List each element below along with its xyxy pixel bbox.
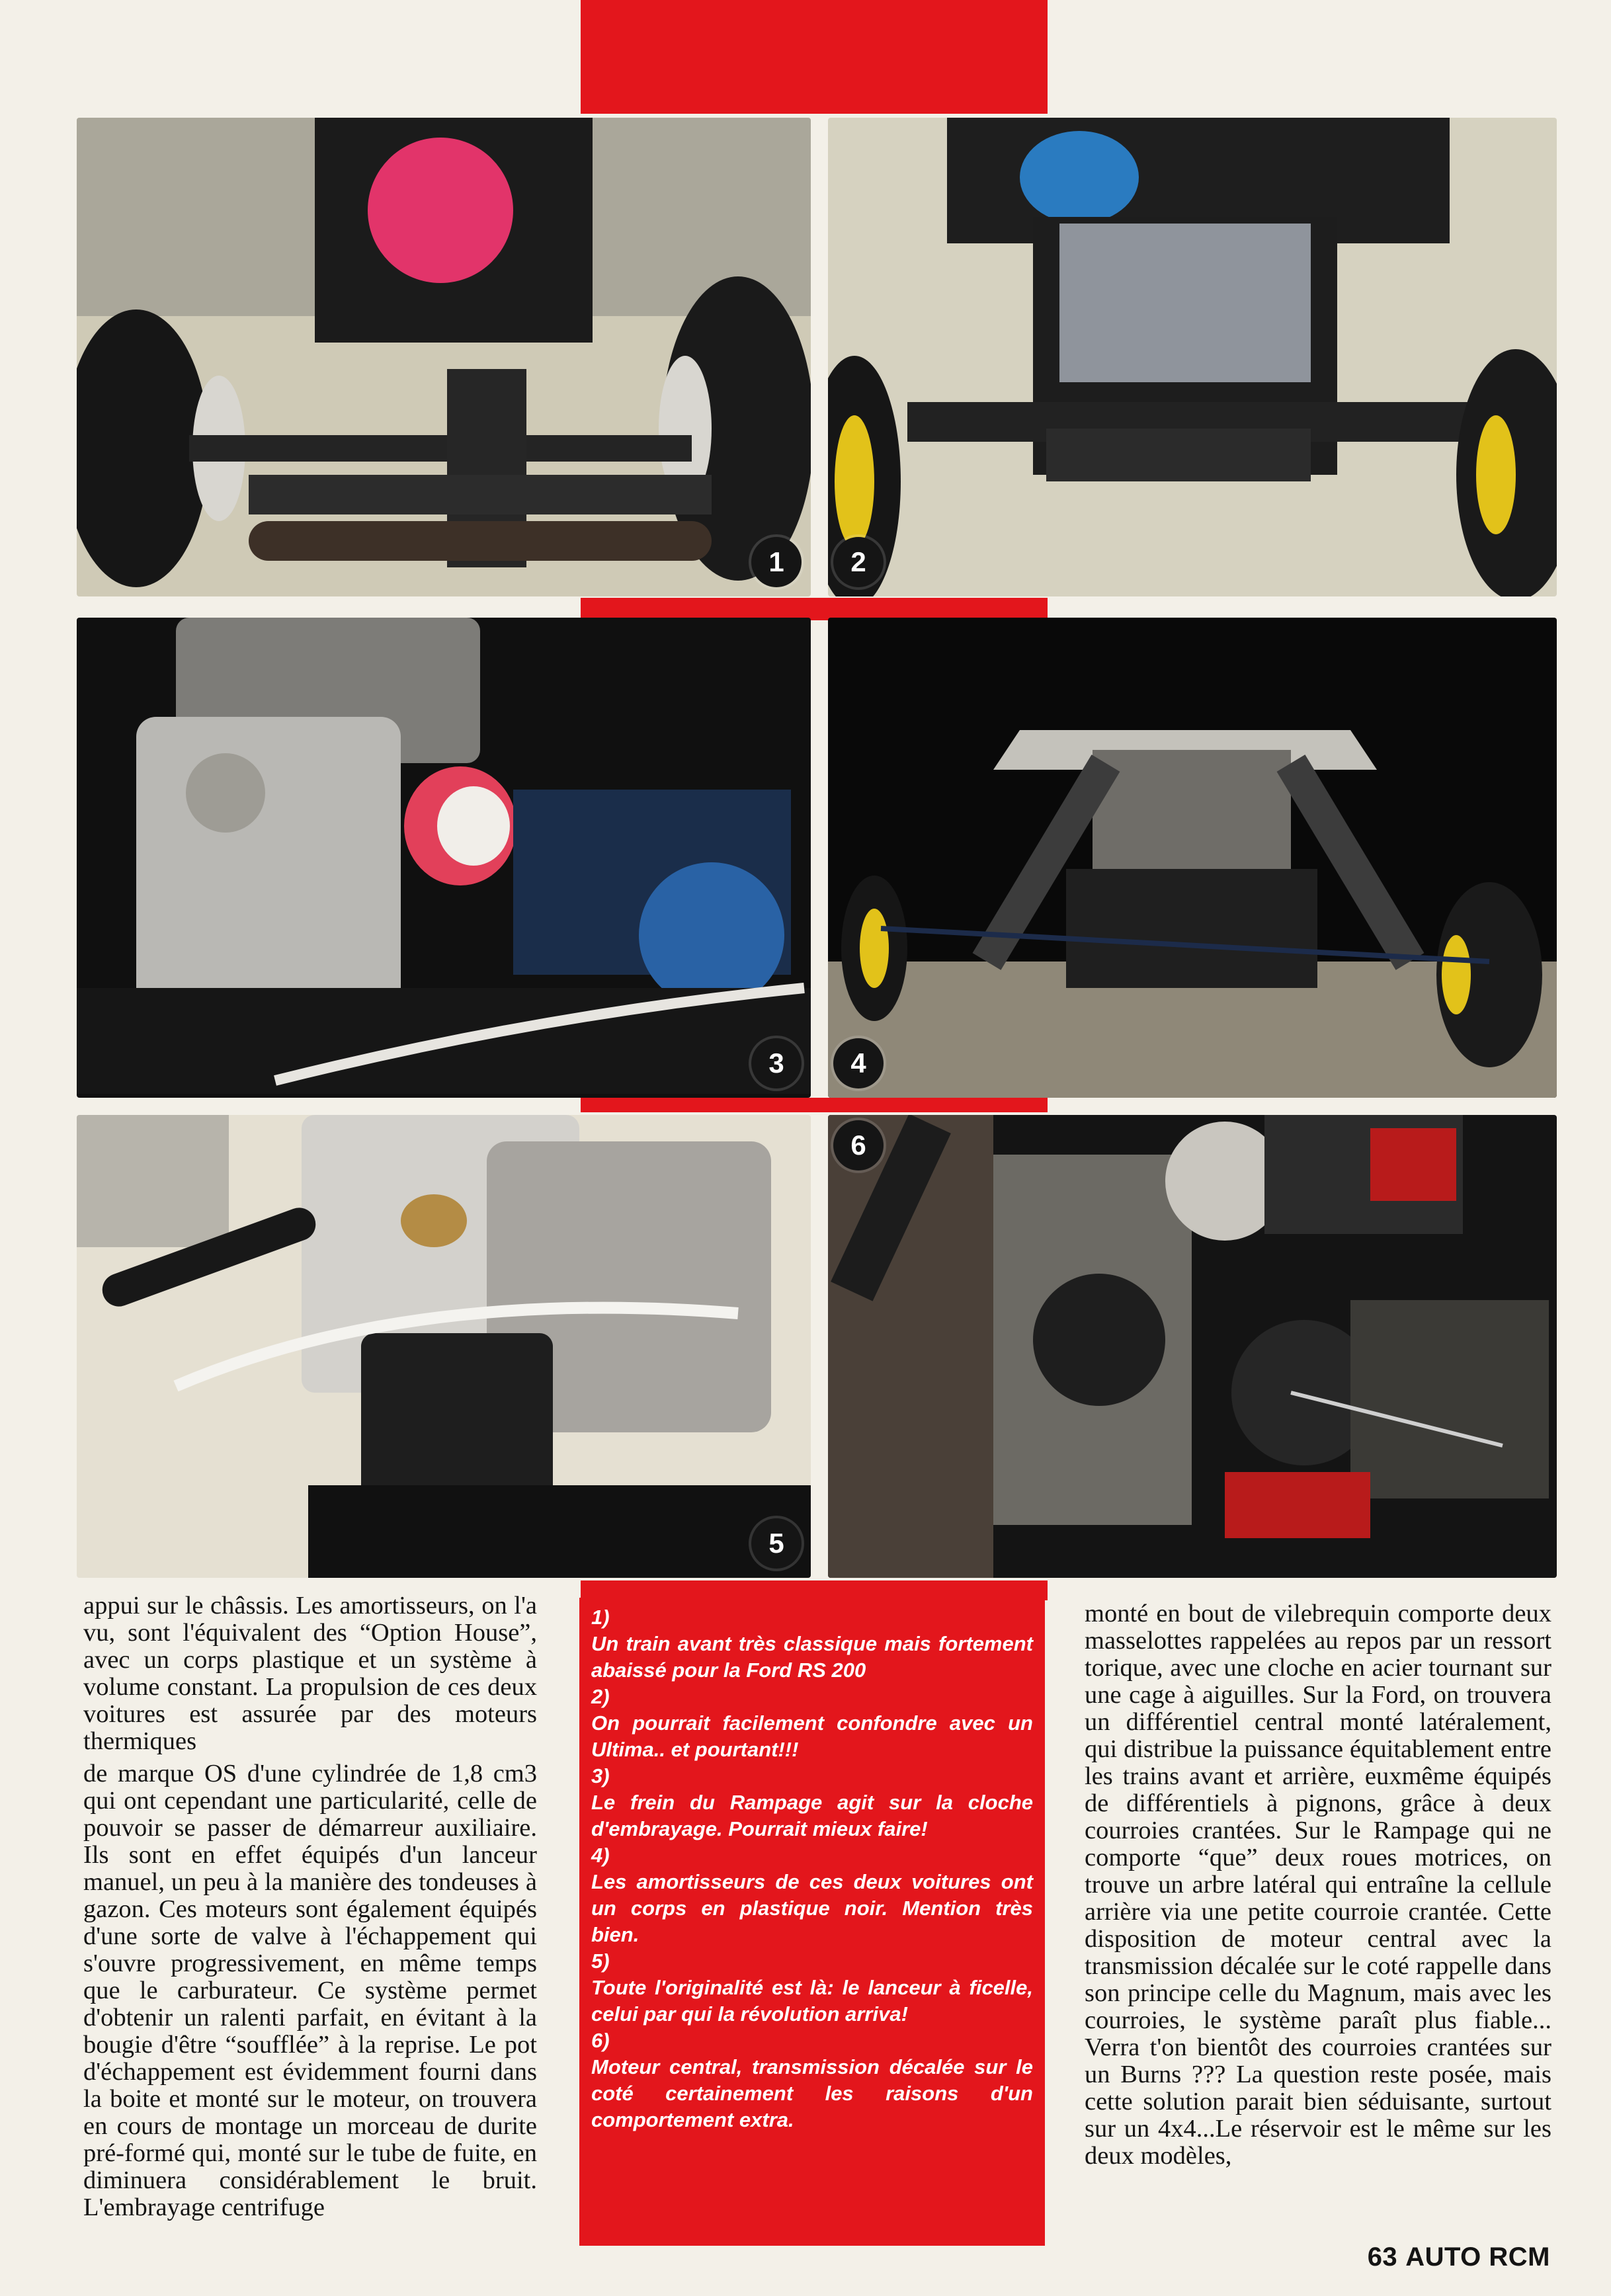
caption-2 xyxy=(591,1684,1033,1763)
page-footer xyxy=(1368,2242,1550,2272)
photo-6 xyxy=(828,1115,1557,1578)
photo-2 xyxy=(828,118,1557,596)
red-band-middle-1 xyxy=(581,598,1048,620)
red-band-top xyxy=(581,0,1048,114)
photo-5 xyxy=(77,1115,811,1578)
caption-number: 2) xyxy=(591,1685,610,1708)
right-paragraph-1: monté en bout de vilebrequin comporte deux masselottes rappelées au repos par un ressort torique, avec une cloche en acier tournant sur une cage à aiguilles. Sur la Ford, on trouvera un différentiel central monté latéralement, qui distribue la puissance équitablement entre les trains avant et arrière, euxmême équipés de différentiels à pignons, grâce à deux courroies crantées. Sur le Rampage qui ne comporte “que” deux roues motrices, on trouve un arbre latéral qui entraîne la cellule arrière via une petite courroie crantée. Cette disposition de moteur central avec la transmission décalée sur le coté rappelle dans son principe celle du Magnum, mais avec les courroies, le système paraît plus fiable... Verra t'on bientôt des courroies crantées sur un Burns ??? La question reste posée, mais cette solution parait bien séduisante, surtout sur un 4x4...Le réservoir est le même sur les deux modèles, xyxy=(1085,1600,1551,2170)
caption-number: 6) xyxy=(591,2029,610,2052)
photo-captions xyxy=(579,1598,1045,2246)
photo-1 xyxy=(77,118,811,596)
caption-1 xyxy=(591,1604,1033,1684)
caption-number: 5) xyxy=(591,1949,610,1973)
caption-text: Le frein du Rampage agit sur la cloche d'embrayage. Pourrait mieux faire! xyxy=(591,1791,1033,1840)
photo-3 xyxy=(77,618,811,1098)
photo-badge-3: 3 xyxy=(751,1038,802,1088)
caption-3 xyxy=(591,1763,1033,1842)
right-column xyxy=(1085,1600,1551,2170)
photo-badge-4: 4 xyxy=(833,1038,884,1088)
photo-badge-5: 5 xyxy=(751,1518,802,1569)
left-paragraph-2: de marque OS d'une cylindrée de 1,8 cm3 qui ont cependant une particularité, celle de pouvoir se passer de démarreur auxiliaire. Ils sont en effet équipés d'un lanceur manuel, un peu à la manière des tondeuses à gazon. Ces moteurs sont également équipés d'une sorte de valve à l'échappement qui s'ouvre progressivement, en même temps que le carburateur. Ce système permet d'obtenir un ralenti parfait, en évitant à la bougie d'être “soufflée” à la reprise. Le pot d'échappement est évidemment fourni dans la boite et monté sur le moteur, on trouvera en cours de montage un morceau de durite pré-formé qui, monté sur le tube de fuite, en diminuera considérablement le bruit. L'embrayage centrifuge xyxy=(83,1760,537,2221)
caption-number: 1) xyxy=(591,1606,610,1629)
caption-number: 4) xyxy=(591,1844,610,1867)
left-column xyxy=(83,1592,537,2221)
photo-badge-6: 6 xyxy=(833,1120,884,1170)
photo-badge-1: 1 xyxy=(751,537,802,587)
caption-text: Moteur central, transmission décalée sur le coté certainement les raisons d'un comportement extra. xyxy=(591,2055,1033,2131)
photo-4 xyxy=(828,618,1557,1098)
caption-text: Les amortisseurs de ces deux voitures ont un corps en plastique noir. Mention très bien. xyxy=(591,1870,1033,1946)
magazine-name: AUTO RCM xyxy=(1405,2242,1550,2272)
page-number: 63 xyxy=(1367,2242,1398,2272)
caption-number: 3) xyxy=(591,1764,610,1787)
caption-5 xyxy=(591,1948,1033,2028)
photo-badge-2: 2 xyxy=(833,537,884,587)
caption-6 xyxy=(591,2028,1033,2133)
caption-text: Un train avant très classique mais fortement abaissé pour la Ford RS 200 xyxy=(591,1632,1033,1682)
caption-text: On pourrait facilement confondre avec un Ultima.. et pourtant!!! xyxy=(591,1711,1033,1761)
left-paragraph-1: appui sur le châssis. Les amortisseurs, on l'a vu, sont l'équivalent des “Option House”, avec un corps plastique et un système à volume constant. La propulsion de ces deux voitures est assurée par des moteurs thermiques xyxy=(83,1592,537,1755)
caption-4 xyxy=(591,1842,1033,1948)
caption-text: Toute l'originalité est là: le lanceur à ficelle, celui par qui la révolution arriva! xyxy=(591,1976,1033,2026)
red-band-middle-2 xyxy=(581,1098,1048,1112)
